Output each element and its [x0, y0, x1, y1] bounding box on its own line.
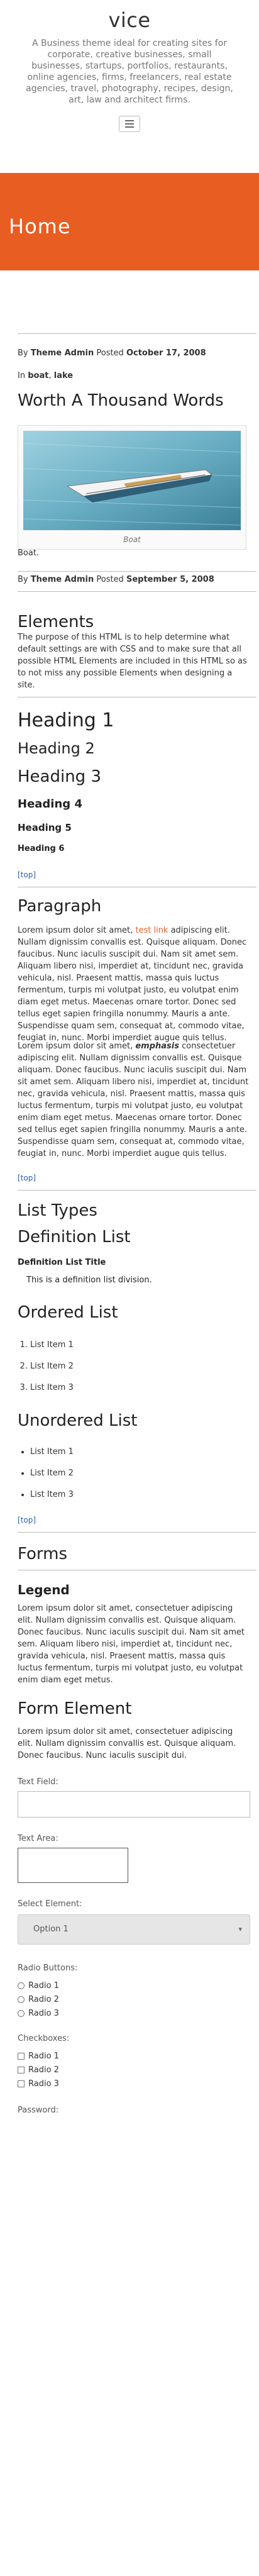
figure-caption: Boat [123, 535, 141, 544]
post-author[interactable]: Theme Admin [30, 575, 94, 584]
heading-2: Heading 2 [18, 740, 95, 757]
radio-icon[interactable] [18, 2010, 25, 2017]
paragraph-text: Lorem ipsum dolor sit amet, [18, 926, 136, 935]
text-field-label: Text Field: [18, 1777, 58, 1787]
text-area-label: Text Area: [18, 1834, 58, 1843]
post-title[interactable]: Worth A Thousand Words [18, 391, 224, 410]
page-banner [0, 173, 259, 270]
radio-label: Radio 2 [28, 1994, 59, 2004]
top-link[interactable]: [top] [18, 1174, 36, 1182]
emphasis-text: emphasis [135, 1041, 179, 1051]
post-date[interactable]: October 17, 2008 [126, 348, 206, 358]
divider [18, 591, 256, 592]
select-label: Select Element: [18, 1899, 82, 1909]
post-figure [18, 425, 246, 550]
top-link[interactable]: [top] [18, 1516, 36, 1524]
post-meta [18, 347, 206, 360]
divider [18, 1532, 256, 1533]
divider [18, 1190, 256, 1191]
by-label: By [18, 575, 28, 584]
section-heading: Definition List [18, 1228, 131, 1246]
checkbox-label: Radio 2 [28, 2065, 59, 2075]
list-types-title [18, 1201, 97, 1220]
section-heading: Form Element [18, 1699, 132, 1718]
radio-icon[interactable] [18, 1996, 25, 2003]
checkbox-icon[interactable] [18, 2067, 25, 2074]
posted-label: Posted [96, 348, 124, 358]
post-date[interactable]: September 5, 2008 [126, 575, 214, 584]
select-element[interactable] [18, 1914, 250, 1945]
radio-option[interactable] [18, 1979, 59, 1992]
definition-list-title [18, 1228, 131, 1246]
post-tags [18, 371, 73, 380]
ordered-list [18, 1335, 74, 1399]
checkbox-icon[interactable] [18, 2053, 25, 2060]
heading-6: Heading 6 [18, 844, 65, 853]
paragraph-text: adipiscing elit. Nullam dignissim convallis est. Quisque aliquam. Donec faucibus. Nunc iaculis suscipit dui. Nam sit amet sem. Aliquam libero nisi, imperdiet at, tincidunt nec, gravida vehicula, nisl. Praesent mattis, massa quis luctus fermentum, turpis mi volutpat justo, eu volutpat enim diam eget metus. Maecenas ornare tortor. Donec sed tellus eget sapien fringilla nonummy. Mauris a ante. Suspendisse quam sem, consequat at, commodo vitae, feugiat in, nunc. Morbi imperdiet augue quis tellus. [18, 926, 247, 1043]
divider [18, 333, 256, 334]
list-item: • List Item 1 [30, 1441, 74, 1463]
paragraph-text: Lorem ipsum dolor sit amet, [18, 1041, 136, 1051]
boat-photo [23, 431, 241, 530]
paragraph-section-title [18, 897, 101, 916]
checkbox-icon[interactable] [18, 2080, 25, 2087]
chevron-down-icon: ▾ [238, 1925, 242, 1933]
post-title[interactable]: Elements [18, 613, 94, 631]
in-label: In [18, 371, 26, 380]
site-description: A Business theme ideal for creating sites for corporate, creative businesses, small businesses, startups, portfolios, restaurants, online agencies, firms, freelancers, real estate agencies, travel, photography, recipes, design, art, law and architect firms. [26, 38, 233, 105]
test-link[interactable]: test link [135, 926, 168, 935]
list-item: 1. List Item 1 [30, 1335, 74, 1356]
checkbox-label: Radio 3 [28, 2079, 59, 2089]
post-meta [18, 574, 214, 586]
tag-boat[interactable]: boat [28, 371, 49, 380]
paragraph-1 [18, 924, 250, 1044]
post-body: Boat. [18, 548, 40, 558]
heading-3: Heading 3 [18, 767, 101, 786]
list-item: • List Item 2 [30, 1463, 74, 1484]
checkbox-option[interactable] [18, 2077, 59, 2090]
radio-group [18, 1979, 59, 2020]
text-area[interactable] [18, 1848, 128, 1883]
hamburger-menu-icon[interactable] [119, 116, 140, 132]
paragraph-2 [18, 1040, 250, 1160]
posted-label: Posted [96, 575, 124, 584]
checkbox-option[interactable] [18, 2049, 59, 2063]
password-label: Password: [18, 2106, 59, 2115]
top-link[interactable]: [top] [18, 870, 36, 879]
tag-lake[interactable]: lake [53, 371, 74, 380]
section-heading: Unordered List [18, 1411, 138, 1430]
heading-1: Heading 1 [18, 709, 114, 731]
radio-option[interactable] [18, 2006, 59, 2020]
section-heading: Paragraph [18, 897, 102, 916]
list-item: 2. List Item 2 [30, 1356, 74, 1377]
section-heading: Forms [18, 1545, 68, 1563]
section-heading: Ordered List [18, 1303, 118, 1322]
definition-term: Definition List Title [18, 1258, 106, 1267]
form-element-title [18, 1699, 131, 1718]
select-value: Option 1 [33, 1924, 69, 1934]
form-element-text: Lorem ipsum dolor sit amet, consectetuer adipiscing elit. Nullam dignissim convallis est. Quisque aliquam. Donec faucibus. Nunc iaculis suscipit dui. [18, 1727, 236, 1760]
list-item: • List Item 3 [30, 1484, 74, 1506]
section-heading: List Types [18, 1201, 97, 1220]
post-author[interactable]: Theme Admin [30, 348, 94, 358]
legend-title: Legend [18, 1582, 70, 1597]
list-item: 3. List Item 3 [30, 1377, 74, 1399]
paragraph-text: consectetuer adipiscing elit. Nullam dignissim convallis est. Quisque aliquam. Donec faucibus. Nunc iaculis suscipit dui. Nam sit amet sem. Aliquam libero nisi, imperdiet at, tincidunt nec, gravida vehicula, nisl. Praesent mattis, massa quis luctus fermentum, turpis mi volutpat justo, eu volutpat enim diam eget metus. Maecenas ornare tortor. Donec sed tellus eget sapien fringilla nonummy. Mauris a ante. Suspendisse quam sem, consequat at, commodo vitae, feugiat in, nunc. Morbi imperdiet augue quis tellus. [18, 1041, 249, 1158]
checkbox-option[interactable] [18, 2063, 59, 2077]
page-title: Home [9, 214, 71, 238]
unordered-list-title [18, 1411, 137, 1430]
divider [18, 571, 256, 572]
site-title[interactable]: vice [108, 8, 151, 32]
forms-title [18, 1545, 67, 1563]
post-intro: The purpose of this HTML is to help determine what default settings are with CSS and to make sure that all possible HTML Elements are included in this HTML so as to not miss any possible Elements when designing a site. [18, 633, 247, 690]
text-field[interactable] [18, 1791, 250, 1818]
checkbox-group [18, 2049, 59, 2090]
radio-option[interactable] [18, 1992, 59, 2006]
radio-icon[interactable] [18, 1982, 25, 1989]
unordered-list [18, 1441, 74, 1506]
radio-buttons-label: Radio Buttons: [18, 1963, 78, 1973]
site-header [0, 0, 259, 173]
checkbox-label: Radio 1 [28, 2051, 59, 2061]
heading-4: Heading 4 [18, 797, 82, 811]
legend-text: Lorem ipsum dolor sit amet, consectetuer adipiscing elit. Nullam dignissim convallis est. Quisque aliquam. Donec faucibus. Nunc iaculis suscipit dui. Nam sit amet sem. Aliquam libero nisi, imperdiet at, tincidunt nec, gravida vehicula, nisl. Praesent mattis, massa quis luctus fermentum, turpis mi volutpat justo, eu volutpat enim diam eget metus. [18, 1604, 245, 1685]
tag-separator: , [48, 371, 52, 380]
by-label: By [18, 348, 28, 358]
definition-description: This is a definition list division. [26, 1275, 152, 1285]
radio-label: Radio 3 [28, 2008, 59, 2018]
heading-5: Heading 5 [18, 822, 72, 833]
radio-label: Radio 1 [28, 1980, 59, 1990]
checkboxes-label: Checkboxes: [18, 2034, 70, 2043]
ordered-list-title [18, 1303, 118, 1322]
